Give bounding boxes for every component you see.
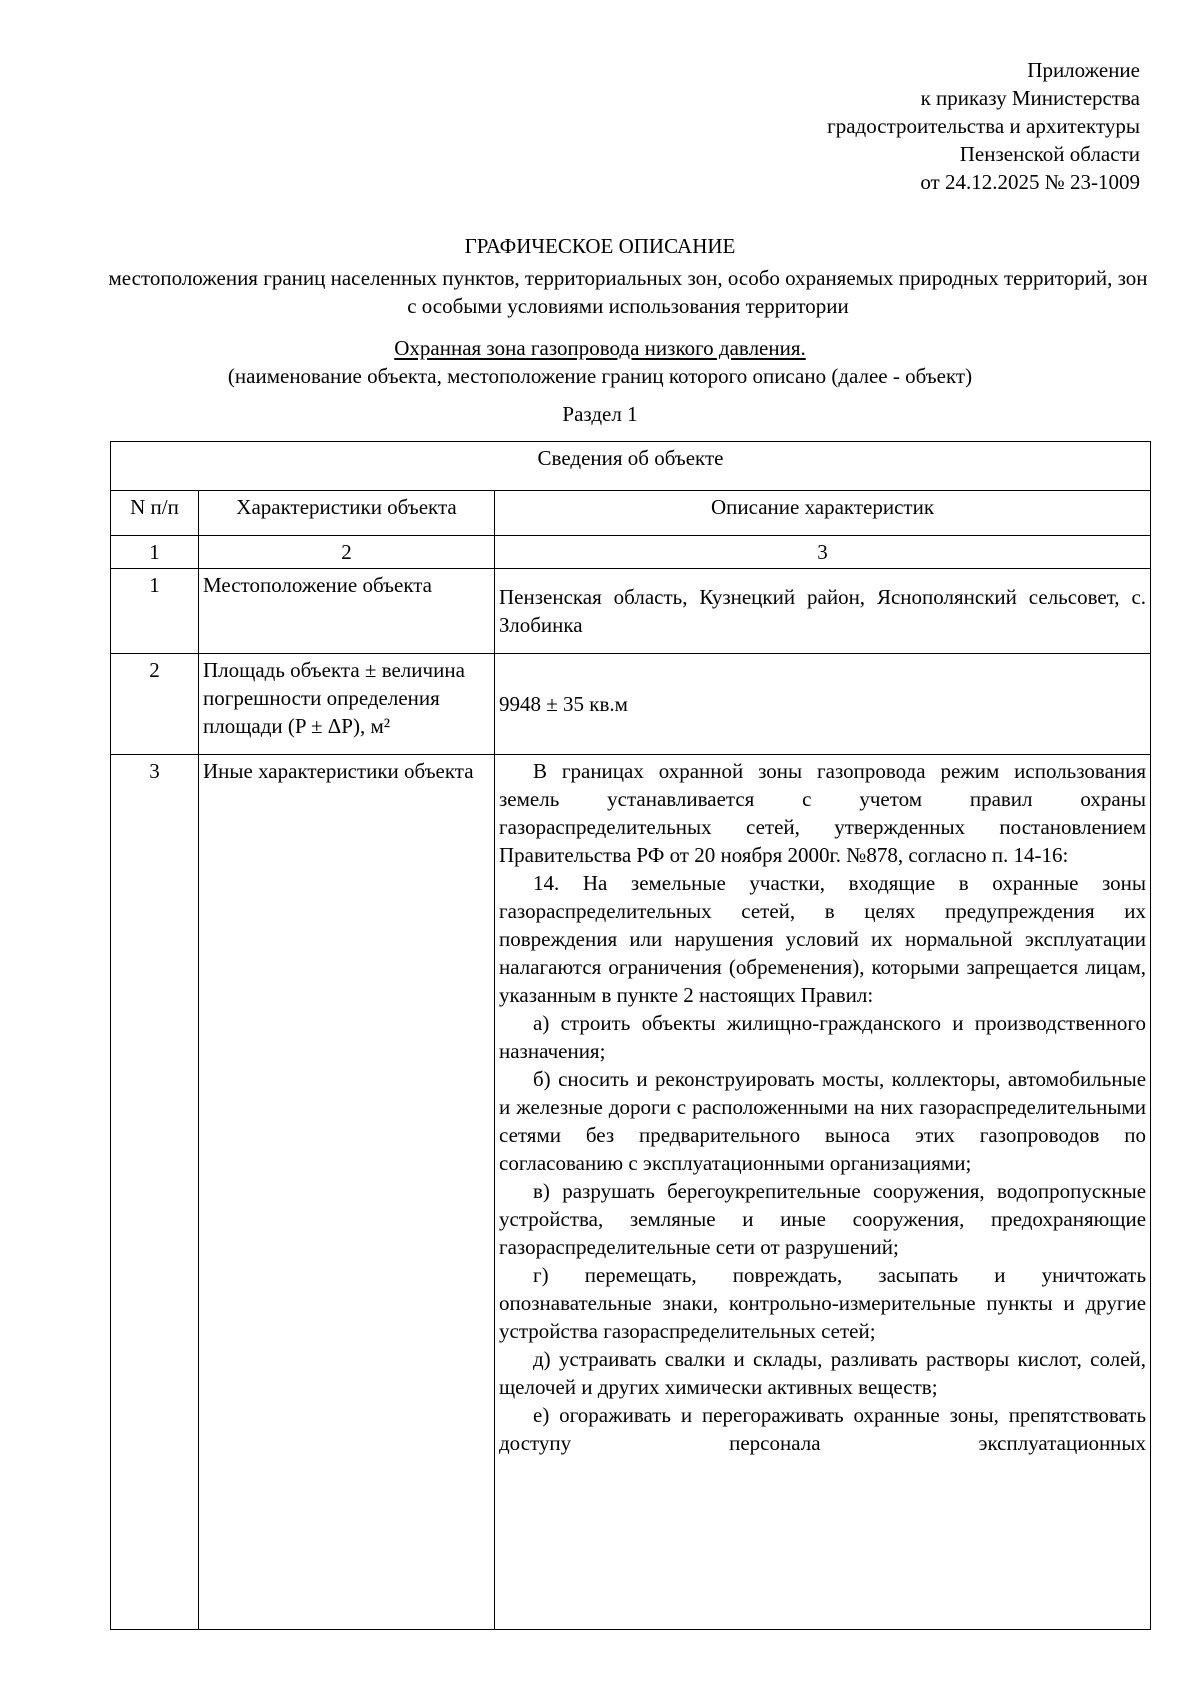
table-row	[111, 569, 1151, 654]
row-number: 1	[111, 569, 199, 654]
table-column-numbers-row	[111, 536, 1151, 569]
table-row	[111, 654, 1151, 755]
description-paragraph: В границах охранной зоны газопровода режим использования земель устанавливается с учетом правил охраны газораспределительных сетей, утвержденных постановлением Правительства РФ от 20 ноября 2000г. №878, согласно п. 14-16:	[499, 759, 1147, 867]
row-number: 2	[111, 654, 199, 755]
document-subtitle: местоположения границ населенных пунктов, территориальных зон, особо охраняемых природных территорий, зон с особыми условиями использования территории	[108, 266, 1148, 318]
description-paragraph: е) огораживать и перегораживать охранные зоны, препятствовать доступу персонала эксплуатационных	[499, 1403, 1147, 1455]
table-caption-row	[111, 442, 1151, 491]
approval-line: градостроительства и архитектуры	[827, 114, 1140, 138]
object-name-block	[0, 334, 1200, 390]
row-characteristic: Местоположение объекта	[199, 569, 495, 654]
column-number: 1	[111, 536, 199, 569]
approval-line: от 24.12.2025 № 23-1009	[920, 170, 1140, 194]
row-description	[495, 569, 1151, 654]
object-info-table	[110, 441, 1151, 1630]
table-caption: Сведения об объекте	[111, 442, 1151, 491]
table-row	[111, 755, 1151, 1630]
table-header-row	[111, 491, 1151, 536]
description-paragraph: д) устраивать свалки и склады, разливать растворы кислот, солей, щелочей и других химически активных веществ;	[499, 1347, 1147, 1399]
document-title: ГРАФИЧЕСКОЕ ОПИСАНИЕ	[464, 234, 736, 258]
description-paragraph: в) разрушать берегоукрепительные сооружения, водопропускные устройства, земляные и иные сооружения, предохраняющие газораспределительные сети от разрушений;	[499, 1179, 1147, 1259]
row-number: 3	[111, 755, 199, 1630]
approval-line: Приложение	[1027, 58, 1140, 82]
object-name-caption: (наименование объекта, местоположение границ которого описано (далее - объект)	[227, 364, 973, 388]
row-description	[495, 755, 1151, 1630]
description-paragraph: б) сносить и реконструировать мосты, коллекторы, автомобильные и железные дороги с расположенными на них газораспределительными сетями без предварительного выноса этих газопроводов по согласованию с эксплуатационными организациями;	[499, 1067, 1147, 1175]
approval-line: к приказу Министерства	[920, 86, 1140, 110]
row-characteristic: Площадь объекта ± величина погрешности определения площади (P ± ΔP), м²	[199, 654, 495, 755]
header-characteristic: Характеристики объекта	[199, 491, 495, 536]
header-number: N п/п	[111, 491, 199, 536]
description-paragraph: а) строить объекты жилищно-гражданского и производственного назначения;	[499, 1011, 1147, 1063]
row-characteristic: Иные характеристики объекта	[199, 755, 495, 1630]
object-name: Охранная зона газопровода низкого давления.	[394, 336, 806, 360]
column-number: 2	[199, 536, 495, 569]
approval-block	[827, 56, 1140, 196]
row-description: 9948 ± 35 кв.м	[495, 654, 1151, 755]
approval-line: Пензенской области	[959, 142, 1140, 166]
description-paragraph: г) перемещать, повреждать, засыпать и уничтожать опознавательные знаки, контрольно-измерительные пункты и другие устройства газораспределительных сетей;	[499, 1263, 1147, 1343]
row-description-text: Пензенская область, Кузнецкий район, Яснополянский сельсовет, с. Злобинка	[499, 585, 1147, 637]
description-paragraph: 14. На земельные участки, входящие в охранные зоны газораспределительных сетей, в целях предупреждения их повреждения или нарушения условий их нормальной эксплуатации налагаются ограничения (обременения), которыми запрещается лицам, указанным в пункте 2 настоящих Правил:	[499, 871, 1147, 1007]
column-number: 3	[495, 536, 1151, 569]
header-description: Описание характеристик	[495, 491, 1151, 536]
section-label: Раздел 1	[562, 402, 638, 426]
